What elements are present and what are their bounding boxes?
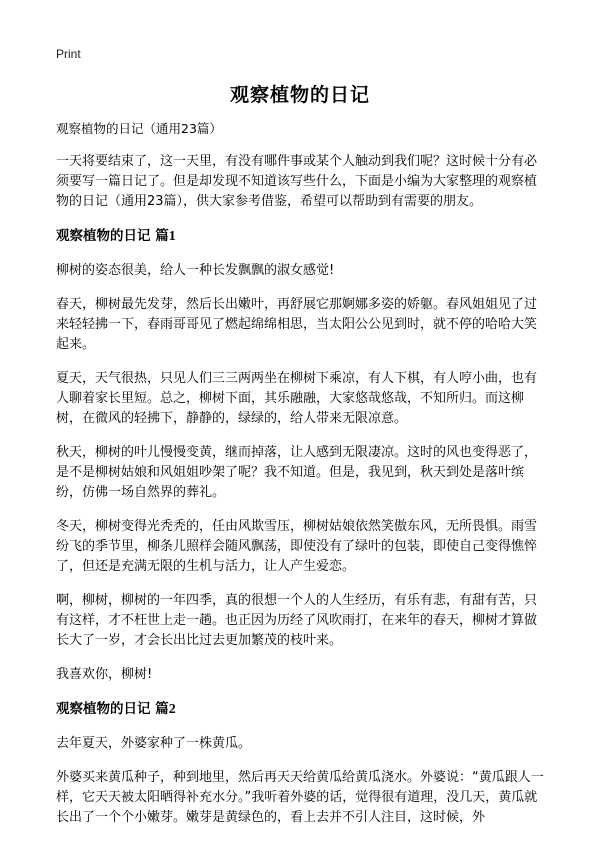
article-body	[56, 120, 548, 842]
article-subtitle: 观察植物的日记（通用23篇）	[56, 121, 222, 136]
print-link[interactable]: Print	[56, 47, 81, 61]
paragraph: 柳树的姿态很美，给人一种长发飘飘的淑女感觉!	[56, 263, 335, 278]
paragraph: 啊，柳树，柳树的一年四季，真的很想一个人的人生经历，有乐有悲，有甜有苦，只有这样，才不枉世上走一趟。也正因为历经了风吹雨打，在来年的春天，柳树才算做长大了一岁，才会长出比过去更加繁茂的枝叶来。	[56, 593, 538, 648]
paragraph: 冬天，柳树变得光秃秃的，任由风欺雪压，柳树姑娘依然笑傲东风，无所畏惧。雨雪纷飞的季节里，柳条儿照样会随风飘荡，即使没有了绿叶的包装，即使自己变得憔悴了，但还是充满无限的生机与活力，让人产生爱恋。	[56, 519, 538, 574]
intro-paragraph: 一天将要结束了，这一天里，有没有哪件事或某个人触动到我们呢？这时候十分有必须要写一篇日记了。但是却发现不知道该写些什么，下面是小编为大家整理的观察植物的日记（通用23篇），供大家参考借鉴，希望可以帮助到有需要的朋友。	[56, 154, 538, 209]
paragraph: 我喜欢你，柳树!	[56, 667, 153, 682]
paragraph: 去年夏天，外婆家种了一株黄瓜。	[56, 736, 252, 751]
section-heading-2	[56, 699, 548, 720]
section-heading-1	[56, 226, 548, 247]
section-heading-text: 观察植物的日记 篇	[56, 701, 169, 717]
section-heading-number: 1	[168, 229, 176, 244]
paragraph: 春天，柳树最先发芽，然后长出嫩叶，再舒展它那婀娜多姿的娇躯。春风姐姐见了过来轻轻拂一下，春雨哥哥见了燃起绵绵相思，当太阳公公见到时，就不停的哈哈大笑起来。	[56, 297, 538, 352]
paragraph: 外婆买来黄瓜种子，种到地里，然后再天天给黄瓜给黄瓜浇水。外婆说：“黄瓜跟人一样，它天天被太阳晒得补充水分。”我听着外婆的话，觉得很有道理，没几天，黄瓜就长出了一个个小嫩芽。嫩芽是黄绿色的，看上去并不引人注目，这时候，外	[56, 770, 544, 825]
paragraph: 夏天，天气很热，只见人们三三两两坐在柳树下乘凉，有人下棋，有人哼小曲，也有人聊着家长里短。总之，柳树下面，其乐融融，大家悠哉悠哉，不知所归。而这柳树，在微风的轻拂下，静静的，绿绿的，给人带来无限凉意。	[56, 371, 538, 426]
paragraph: 秋天，柳树的叶儿慢慢变黄，继而掉落，让人感到无限凄凉。这时的风也变得恶了，是不是柳树姑娘和风姐姐吵架了呢？我不知道。但是，我见到，秋天到处是落叶缤纷，仿佛一场自然界的葬礼。	[56, 445, 538, 500]
section-heading-number: 2	[168, 702, 176, 717]
section-heading-text: 观察植物的日记 篇	[56, 228, 169, 244]
page-title: 观察植物的日记	[229, 84, 370, 106]
